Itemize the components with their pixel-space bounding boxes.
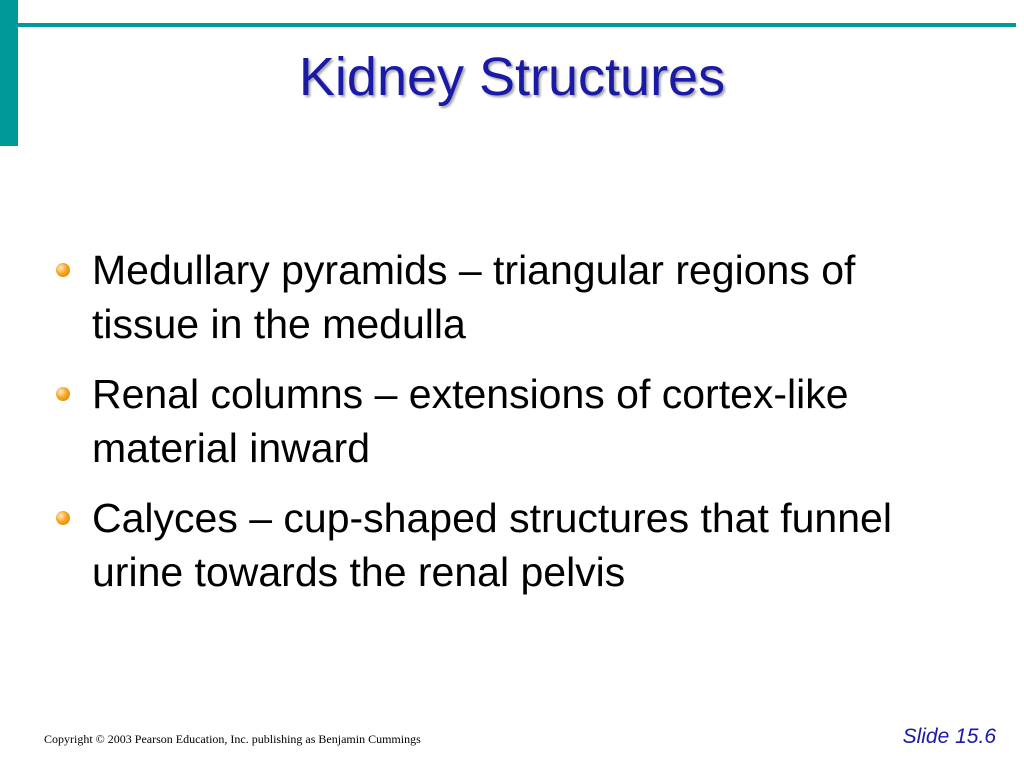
bullet-item (56, 491, 956, 599)
bullet-dot-icon (56, 387, 70, 401)
bullet-list (56, 243, 956, 615)
copyright-notice: Copyright © 2003 Pearson Education, Inc. publishing as Benjamin Cummings (44, 732, 421, 746)
slide-number: Slide 15.6 (902, 725, 996, 748)
bullet-text: Calyces – cup-shaped structures that funnel urine towards the renal pelvis (92, 495, 892, 595)
bullet-dot-icon (56, 263, 70, 277)
accent-line (18, 23, 1016, 27)
bullet-item (56, 367, 956, 475)
bullet-dot-icon (56, 511, 70, 525)
bullet-text: Renal columns – extensions of cortex-like material inward (92, 371, 849, 471)
bullet-text: Medullary pyramids – triangular regions of tissue in the medulla (92, 247, 856, 347)
slide-title: Kidney Structures (298, 47, 726, 107)
bullet-item (56, 243, 956, 351)
